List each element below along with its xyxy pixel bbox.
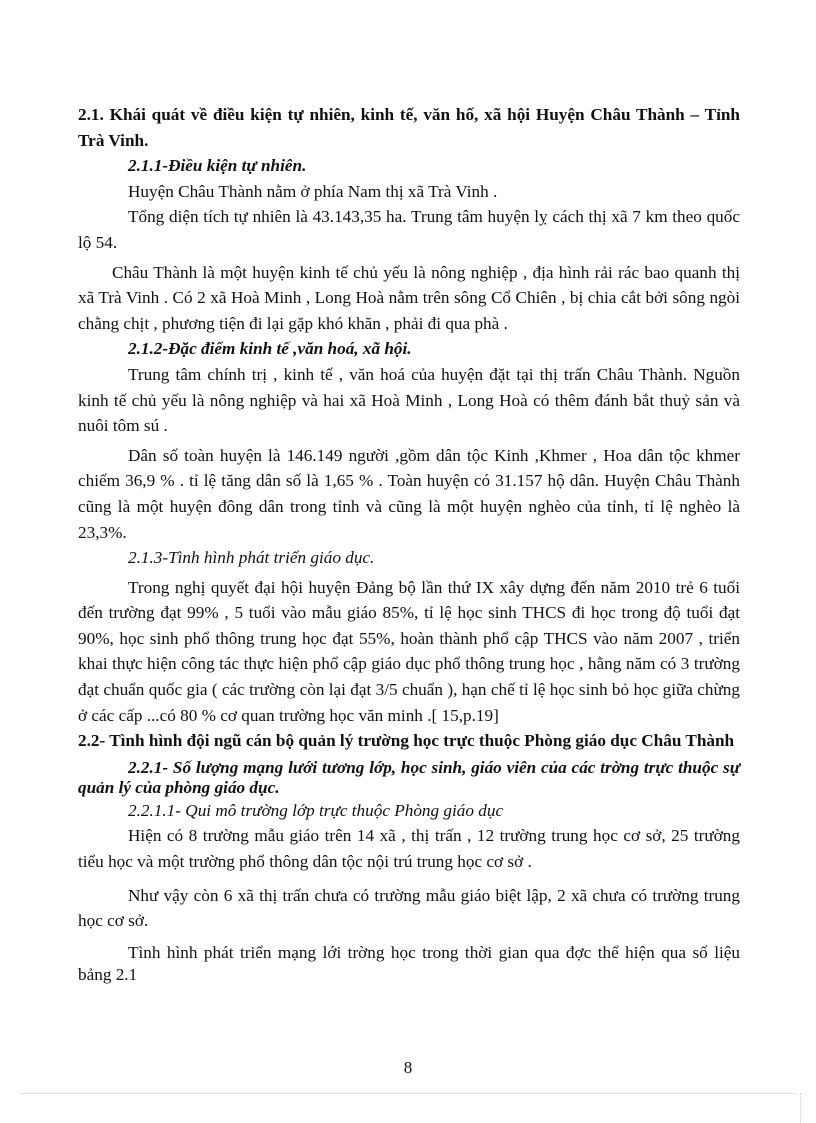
document-body bbox=[78, 102, 740, 986]
paragraph-area: Tổng diện tích tự nhiên là 43.143,35 ha. Trung tâm huyện lỵ cách thị xã 7 km theo quốc lộ 54. bbox=[78, 207, 740, 252]
paragraph-location: Huyện Châu Thành nằm ở phía Nam thị xã Trà Vinh . bbox=[128, 181, 498, 201]
section-heading-2-2: 2.2- Tình hình đội ngũ cán bộ quản lý trường học trực thuộc Phòng giáo dục Châu Thành bbox=[78, 731, 735, 751]
page-border-divider bbox=[20, 1093, 796, 1094]
paragraph-missing-schools: Như vậy còn 6 xã thị trấn chưa có trường mẫu giáo biệt lập, 2 xã chưa có trường trung học cơ sở. bbox=[78, 885, 740, 931]
paragraph-education: Trong nghị quyết đại hội huyện Đảng bộ lần thứ IX xây dựng đến năm 2010 trẻ 6 tuổi đến trường đạt 99% , 5 tuổi vào mẫu giáo 85%, tỉ lệ học sinh THCS đi học trong độ tuổi đạt 90%, học sinh phổ thông trung học đạt 55%, hoàn thành phổ cập THCS vào năm 2007 , triển khai thực hiện công tác thực hiện phổ cập giáo dục phổ thông trung học , hằng năm có 3 trường đạt chuẩn quốc gia ( các trường còn lại đạt 3/5 chuẩn ), hạn chế tỉ lệ học sinh bỏ học giữa chừng ở các cấp ...có 80 % cơ quan trường học văn minh .[ 15,p.19] bbox=[78, 577, 740, 725]
subheading-2-2-1: 2.2.1- Số lượng mạng lưới tương lớp, học sinh, giáo viên của các trờng trực thuộc sự quản lý của phòng giáo dục. bbox=[78, 757, 740, 797]
page-corner-divider bbox=[800, 1093, 801, 1123]
page-number: 8 bbox=[403, 1058, 413, 1077]
subheading-2-1-2: 2.1.2-Đặc điểm kinh tế ,văn hoá, xã hội. bbox=[128, 339, 412, 359]
paragraph-population: Dân số toàn huyện là 146.149 người ,gồm dân tộc Kinh ,Khmer , Hoa dân tộc khmer chiếm 36,9 % . tỉ lệ tăng dân số là 1,65 % . Toàn huyện có 31.157 hộ dân. Huyện Châu Thành cũng là một huyện đông dân trong tỉnh và cũng là một huyện nghèo của tỉnh, tỉ lệ nghèo là 23,3%. bbox=[78, 445, 740, 542]
paragraph-schools: Hiện có 8 trường mẫu giáo trên 14 xã , thị trấn , 12 trường trung học cơ sở, 25 trường tiểu học và một trường phổ thông dân tộc nội trú trung học cơ sở . bbox=[78, 826, 740, 872]
subheading-2-1-1: 2.1.1-Điều kiện tự nhiên. bbox=[128, 156, 307, 176]
paragraph-table-ref: Tình hình phát triển mạng lới trờng học trong thời gian qua đợc thể hiện qua số liệu bảng 2.1 bbox=[78, 942, 740, 984]
paragraph-geography: Châu Thành là một huyện kinh tế chủ yếu là nông nghiệp , địa hình rải rác bao quanh thị xã Trà Vinh . Có 2 xã Hoà Minh , Long Hoà nằm trên sông Cổ Chiên , bị chia cắt bởi sông ngòi chằng chịt , phương tiện đi lại gặp khó khăn , phải đi qua phà . bbox=[78, 262, 740, 333]
paragraph-economy: Trung tâm chính trị , kinh tế , văn hoá của huyện đặt tại thị trấn Châu Thành. Nguồn kinh tế chủ yếu là nông nghiệp và hai xã Hoà Minh , Long Hoà có thêm đánh bắt thuỷ sản và nuôi tôm sú . bbox=[78, 364, 740, 436]
subheading-2-1-3: 2.1.3-Tình hình phát triển giáo dục. bbox=[128, 548, 375, 568]
section-heading-2-1: 2.1. Khái quát về điều kiện tự nhiên, kinh tế, văn hố, xã hội Huyện Châu Thành – Tỉnh Trà Vinh. bbox=[78, 105, 740, 150]
subheading-2-2-1-1: 2.2.1.1- Qui mô trường lớp trực thuộc Phòng giáo dục bbox=[128, 800, 504, 820]
